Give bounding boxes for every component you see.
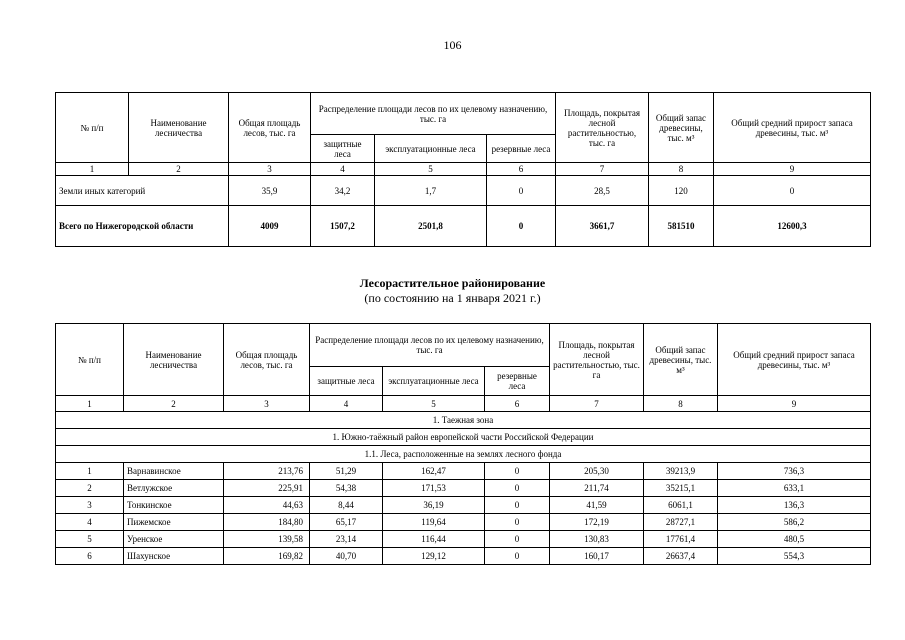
- row-name: Земли иных категорий: [56, 176, 229, 206]
- header-distribution: Распределение площади лесов по их целевому назначению, тыс. га: [311, 93, 556, 135]
- zone-row: [56, 412, 871, 429]
- cell-stock: 17761,4: [644, 531, 718, 548]
- cell-protective: 51,29: [310, 463, 383, 480]
- cell-no: 5: [56, 531, 124, 548]
- cell-protective: 8,44: [310, 497, 383, 514]
- header-no: № п/п: [56, 324, 124, 396]
- category-title: 1.1. Леса, расположенные на землях лесного фонда: [56, 446, 871, 463]
- cell-name: Шахунское: [124, 548, 224, 565]
- section-subtitle: (по состоянию на 1 января 2021 г.): [364, 291, 541, 305]
- cell-exploitation: 2501,8: [375, 206, 487, 247]
- cell-no: 4: [56, 514, 124, 531]
- cell-no: 1: [56, 463, 124, 480]
- category-row: [56, 446, 871, 463]
- header-total: Общая площадь лесов, тыс. га: [229, 93, 311, 163]
- cell-name: Варнавинское: [124, 463, 224, 480]
- col-number: 9: [718, 396, 871, 412]
- cell-reserve: 0: [485, 480, 550, 497]
- cell-protective: 1507,2: [311, 206, 375, 247]
- table-row: [56, 497, 871, 514]
- cell-total: 139,58: [224, 531, 310, 548]
- header-row: [56, 324, 871, 367]
- page-number: 106: [443, 38, 462, 52]
- col-number: 9: [714, 163, 871, 176]
- section-title: Лесорастительное районирование: [359, 276, 546, 290]
- col-number: 2: [129, 163, 229, 176]
- header-stock: Общий запас древесины, тыс. м³: [644, 324, 718, 396]
- cell-protective: 40,70: [310, 548, 383, 565]
- cell-reserve: 0: [485, 514, 550, 531]
- col-number: 5: [383, 396, 485, 412]
- cell-reserve: 0: [485, 548, 550, 565]
- cell-stock: 581510: [649, 206, 714, 247]
- header-row: [56, 93, 871, 135]
- cell-growth: 136,3: [718, 497, 871, 514]
- col-number: 6: [487, 163, 556, 176]
- cell-growth: 0: [714, 176, 871, 206]
- header-reserve: резервные леса: [487, 135, 556, 163]
- cell-total: 35,9: [229, 176, 311, 206]
- header-total: Общая площадь лесов, тыс. га: [224, 324, 310, 396]
- cell-exploitation: 119,64: [383, 514, 485, 531]
- cell-stock: 26637,4: [644, 548, 718, 565]
- cell-reserve: 0: [487, 176, 556, 206]
- cell-covered: 130,83: [550, 531, 644, 548]
- cell-growth: 12600,3: [714, 206, 871, 247]
- col-number: 7: [550, 396, 644, 412]
- table-row: [56, 176, 871, 206]
- col-number: 7: [556, 163, 649, 176]
- cell-total: 213,76: [224, 463, 310, 480]
- header-protective: защитные леса: [310, 367, 383, 396]
- table-row: [56, 463, 871, 480]
- cell-total: 225,91: [224, 480, 310, 497]
- cell-covered: 160,17: [550, 548, 644, 565]
- cell-reserve: 0: [485, 463, 550, 480]
- cell-total: 44,63: [224, 497, 310, 514]
- header-exploitation: эксплуатационные леса: [383, 367, 485, 396]
- cell-exploitation: 116,44: [383, 531, 485, 548]
- header-reserve: резервные леса: [485, 367, 550, 396]
- cell-covered: 211,74: [550, 480, 644, 497]
- col-number: 3: [229, 163, 311, 176]
- cell-covered: 3661,7: [556, 206, 649, 247]
- table-row: [56, 531, 871, 548]
- district-row: [56, 429, 871, 446]
- header-distribution: Распределение площади лесов по их целевому назначению, тыс. га: [310, 324, 550, 367]
- cell-exploitation: 129,12: [383, 548, 485, 565]
- cell-no: 3: [56, 497, 124, 514]
- header-name: Наименование лесничества: [124, 324, 224, 396]
- table-row: [56, 548, 871, 565]
- cell-reserve: 0: [485, 497, 550, 514]
- row-name: Всего по Нижегородской области: [56, 206, 229, 247]
- column-number-row: [56, 396, 871, 412]
- cell-exploitation: 162,47: [383, 463, 485, 480]
- cell-reserve: 0: [485, 531, 550, 548]
- district-title: 1. Южно-таёжный район европейской части Российской Федерации: [56, 429, 871, 446]
- cell-total: 4009: [229, 206, 311, 247]
- cell-growth: 633,1: [718, 480, 871, 497]
- header-covered: Площадь, покрытая лесной растительностью, тыс. га: [550, 324, 644, 396]
- cell-growth: 736,3: [718, 463, 871, 480]
- header-no: № п/п: [56, 93, 129, 163]
- cell-name: Уренское: [124, 531, 224, 548]
- forest-summary-table: [55, 92, 871, 247]
- cell-exploitation: 1,7: [375, 176, 487, 206]
- table-row: [56, 480, 871, 497]
- cell-protective: 65,17: [310, 514, 383, 531]
- col-number: 3: [224, 396, 310, 412]
- cell-exploitation: 36,19: [383, 497, 485, 514]
- col-number: 8: [644, 396, 718, 412]
- cell-covered: 172,19: [550, 514, 644, 531]
- header-exploitation: эксплуатационные леса: [375, 135, 487, 163]
- cell-name: Пижемское: [124, 514, 224, 531]
- cell-covered: 41,59: [550, 497, 644, 514]
- total-row: [56, 206, 871, 247]
- cell-total: 184,80: [224, 514, 310, 531]
- col-number: 2: [124, 396, 224, 412]
- header-stock: Общий запас древесины, тыс. м³: [649, 93, 714, 163]
- cell-growth: 586,2: [718, 514, 871, 531]
- header-growth: Общий средний прирост запаса древесины, тыс. м³: [714, 93, 871, 163]
- cell-protective: 34,2: [311, 176, 375, 206]
- cell-protective: 23,14: [310, 531, 383, 548]
- cell-no: 6: [56, 548, 124, 565]
- zone-title: 1. Таежная зона: [56, 412, 871, 429]
- header-protective: защитные леса: [311, 135, 375, 163]
- cell-growth: 480,5: [718, 531, 871, 548]
- header-growth: Общий средний прирост запаса древесины, тыс. м³: [718, 324, 871, 396]
- column-number-row: [56, 163, 871, 176]
- col-number: 4: [310, 396, 383, 412]
- cell-exploitation: 171,53: [383, 480, 485, 497]
- cell-growth: 554,3: [718, 548, 871, 565]
- col-number: 1: [56, 396, 124, 412]
- forest-zoning-table: [55, 323, 871, 565]
- header-covered: Площадь, покрытая лесной растительностью, тыс. га: [556, 93, 649, 163]
- cell-covered: 205,30: [550, 463, 644, 480]
- table-row: [56, 514, 871, 531]
- cell-stock: 6061,1: [644, 497, 718, 514]
- cell-protective: 54,38: [310, 480, 383, 497]
- cell-covered: 28,5: [556, 176, 649, 206]
- cell-name: Ветлужское: [124, 480, 224, 497]
- col-number: 6: [485, 396, 550, 412]
- col-number: 4: [311, 163, 375, 176]
- cell-stock: 39213,9: [644, 463, 718, 480]
- cell-reserve: 0: [487, 206, 556, 247]
- col-number: 8: [649, 163, 714, 176]
- cell-no: 2: [56, 480, 124, 497]
- cell-stock: 35215,1: [644, 480, 718, 497]
- col-number: 5: [375, 163, 487, 176]
- header-name: Наименование лесничества: [129, 93, 229, 163]
- cell-total: 169,82: [224, 548, 310, 565]
- col-number: 1: [56, 163, 129, 176]
- cell-stock: 28727,1: [644, 514, 718, 531]
- cell-name: Тонкинское: [124, 497, 224, 514]
- cell-stock: 120: [649, 176, 714, 206]
